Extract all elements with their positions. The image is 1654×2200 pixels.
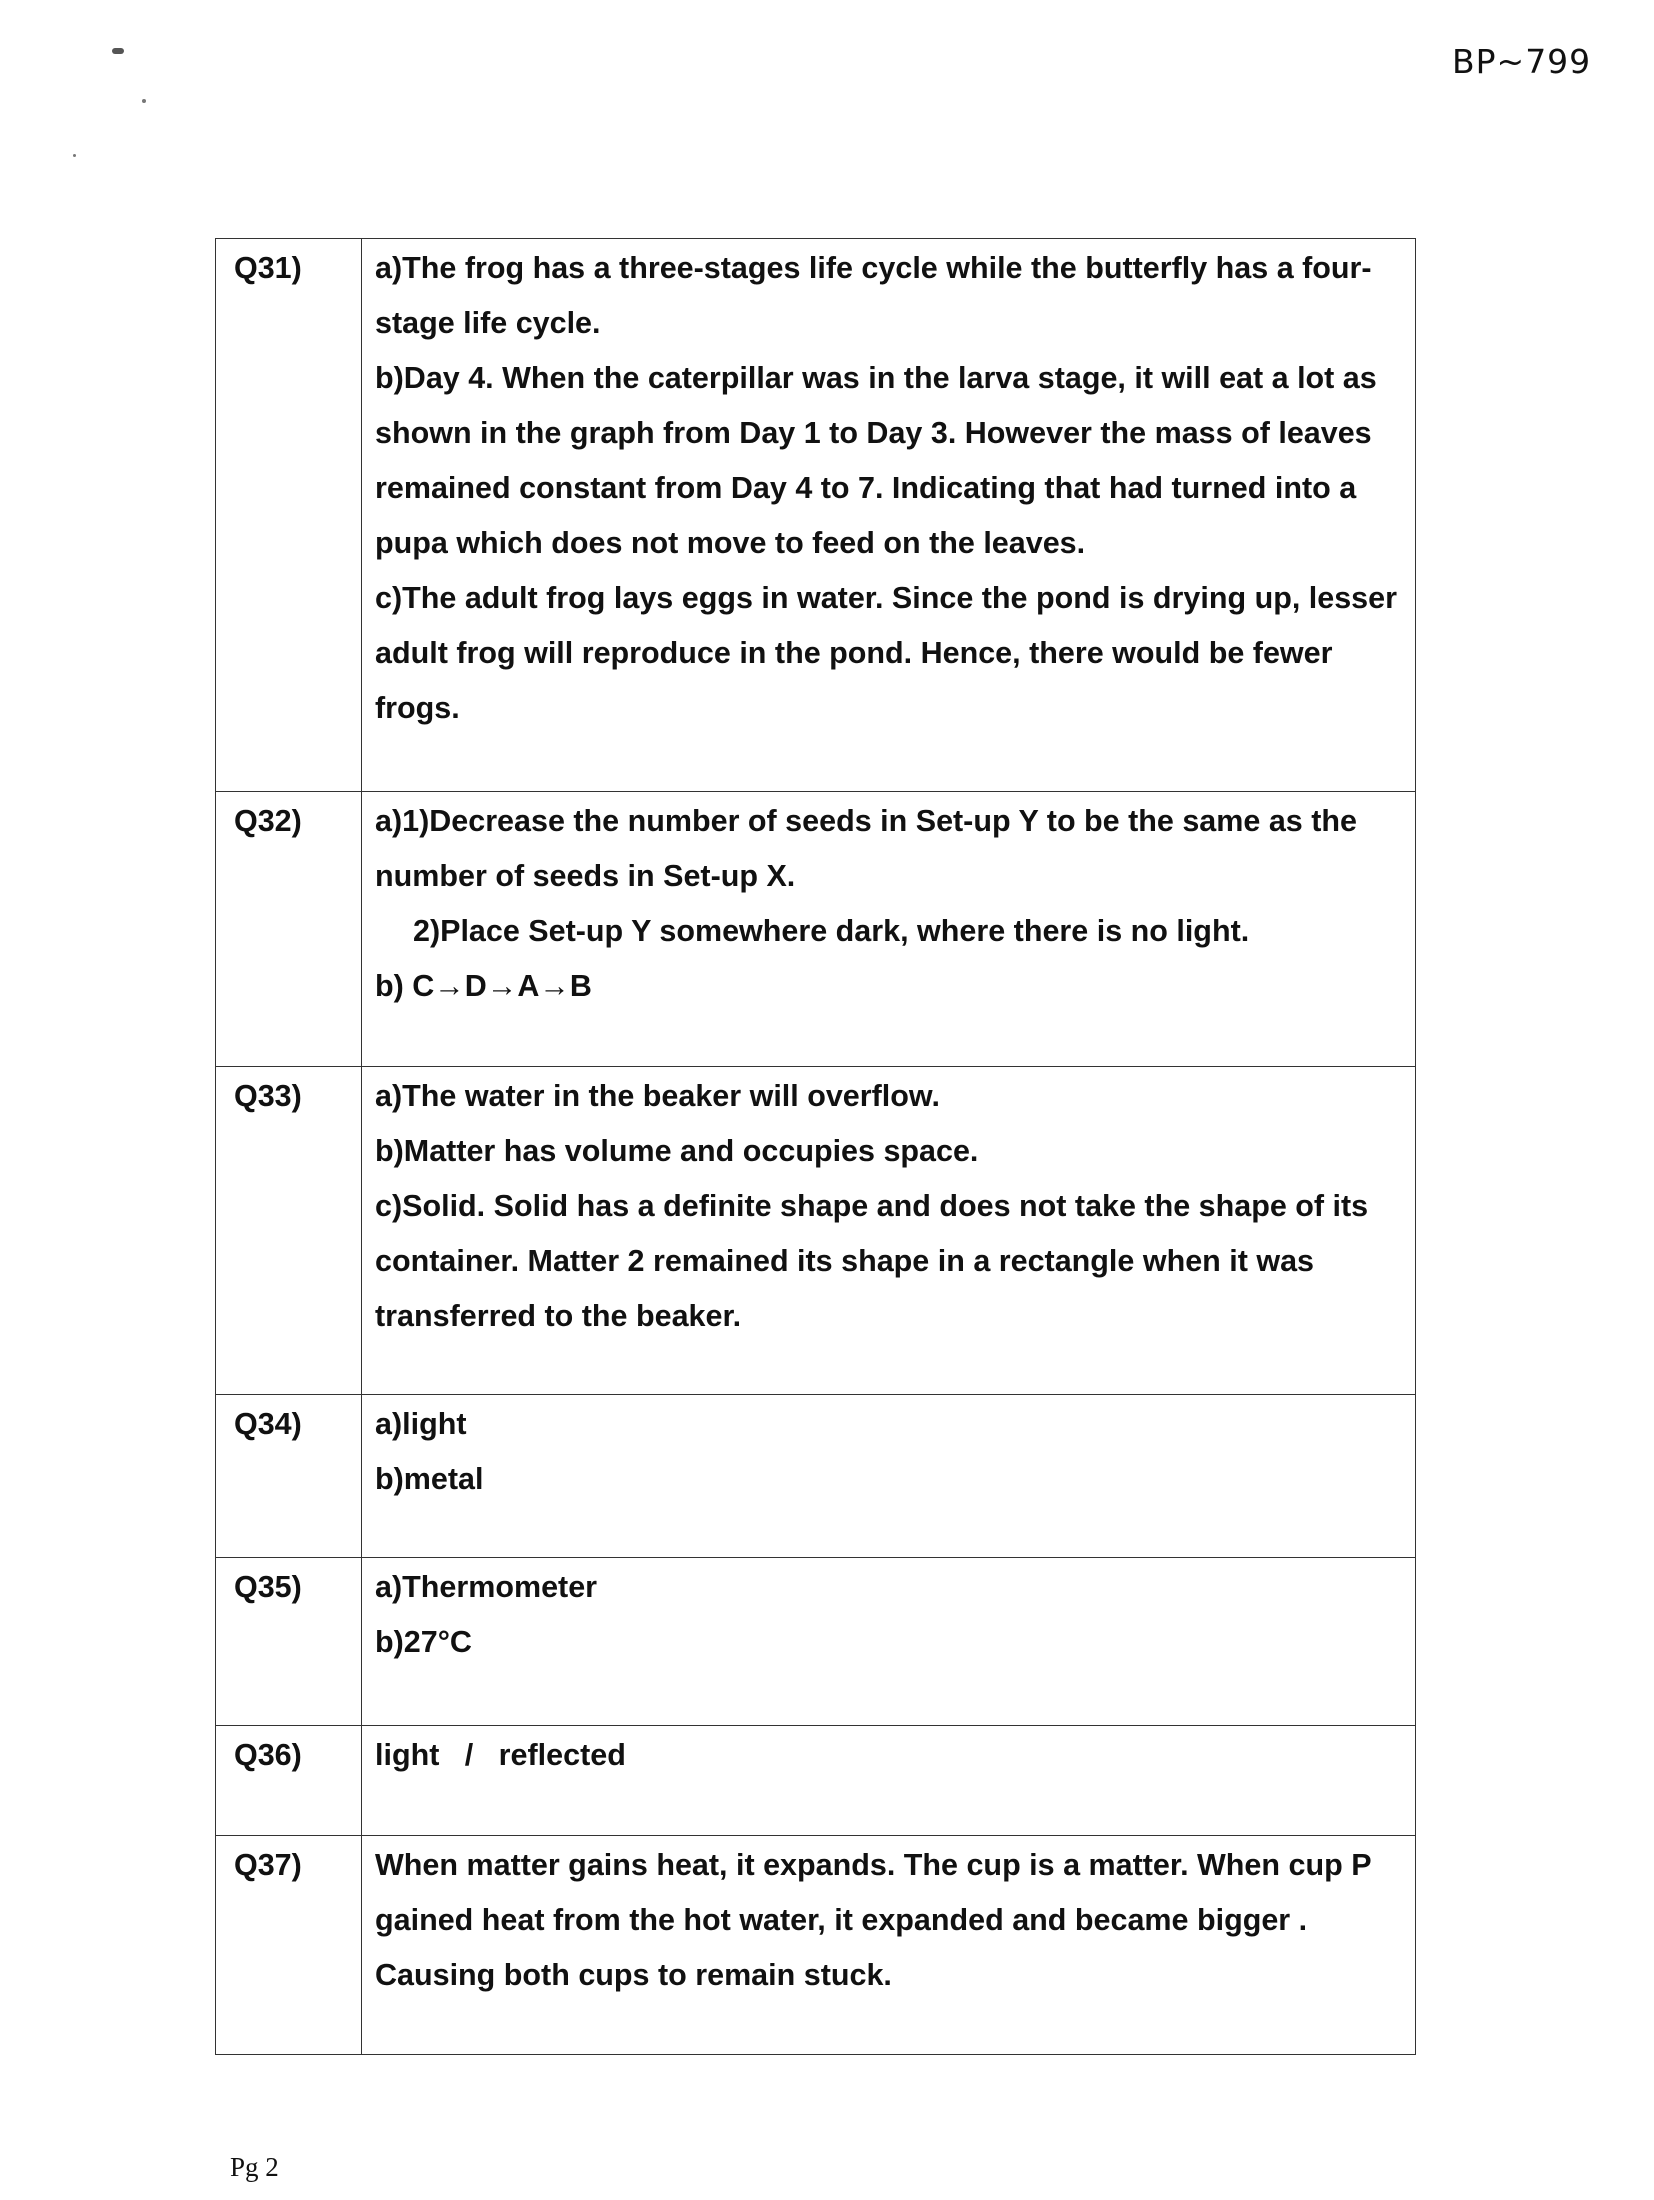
scan-speck: [142, 99, 146, 103]
question-number: Q31): [216, 239, 362, 792]
question-number: Q37): [216, 1836, 362, 2055]
answer-line: c)The adult frog lays eggs in water. Since the pond is drying up, lesser: [375, 581, 1397, 615]
answer-line: b)metal: [375, 1462, 484, 1496]
table-row: [216, 239, 1416, 792]
answer-cell: [362, 1067, 1416, 1395]
answer-line: number of seeds in Set-up X.: [375, 859, 796, 893]
answer-line: c)Solid. Solid has a definite shape and does not take the shape of its: [375, 1189, 1369, 1223]
answer-line: 2)Place Set-up Y somewhere dark, where there is no light.: [413, 914, 1250, 948]
answer-line: shown in the graph from Day 1 to Day 3. However the mass of leaves: [375, 416, 1372, 450]
answer-table: [215, 238, 1416, 2055]
scan-speck: [73, 154, 76, 157]
answer-line: pupa which does not move to feed on the leaves.: [375, 526, 1086, 560]
answer-line: a)The water in the beaker will overflow.: [375, 1079, 940, 1113]
answer-cell: [362, 1395, 1416, 1558]
scan-mark: [112, 48, 124, 54]
answer-line: frogs.: [375, 691, 460, 725]
table-row: [216, 792, 1416, 1067]
table-row: [216, 1067, 1416, 1395]
table-row: [216, 1558, 1416, 1726]
answer-line: adult frog will reproduce in the pond. Hence, there would be fewer: [375, 636, 1333, 670]
document-code: BP~799: [1452, 42, 1592, 81]
answer-cell: [362, 239, 1416, 792]
answer-line: stage life cycle.: [375, 306, 601, 340]
question-number: Q33): [216, 1067, 362, 1395]
answer-line: When matter gains heat, it expands. The cup is a matter. When cup P: [375, 1848, 1372, 1882]
question-number: Q36): [216, 1726, 362, 1836]
answer-line: Causing both cups to remain stuck.: [375, 1958, 892, 1992]
question-number: Q35): [216, 1558, 362, 1726]
answer-line: gained heat from the hot water, it expanded and became bigger .: [375, 1903, 1308, 1937]
answer-line: container. Matter 2 remained its shape in a rectangle when it was: [375, 1244, 1315, 1278]
question-number: Q32): [216, 792, 362, 1067]
question-number: Q34): [216, 1395, 362, 1558]
answer-line: a)The frog has a three-stages life cycle while the butterfly has a four-: [375, 251, 1372, 285]
answer-cell: [362, 1726, 1416, 1836]
answer-line: b)27°C: [375, 1625, 472, 1659]
page-number: Pg 2: [230, 2152, 279, 2182]
answer-line: a)light: [375, 1407, 467, 1441]
answer-line: remained constant from Day 4 to 7. Indicating that had turned into a: [375, 471, 1357, 505]
answer-cell: [362, 1836, 1416, 2055]
answer-line: b)Day 4. When the caterpillar was in the larva stage, it will eat a lot as: [375, 361, 1377, 395]
table-row: [216, 1836, 1416, 2055]
answer-line: b)Matter has volume and occupies space.: [375, 1134, 979, 1168]
answer-cell: [362, 1558, 1416, 1726]
answer-line: a)1)Decrease the number of seeds in Set-up Y to be the same as the: [375, 804, 1357, 838]
table-row: [216, 1726, 1416, 1836]
answer-line: b) C→D→A→B: [375, 969, 592, 1003]
answer-cell: [362, 792, 1416, 1067]
answer-line: a)Thermometer: [375, 1570, 598, 1604]
answer-line: light / reflected: [375, 1738, 626, 1772]
answer-line: transferred to the beaker.: [375, 1299, 742, 1333]
table-row: [216, 1395, 1416, 1558]
